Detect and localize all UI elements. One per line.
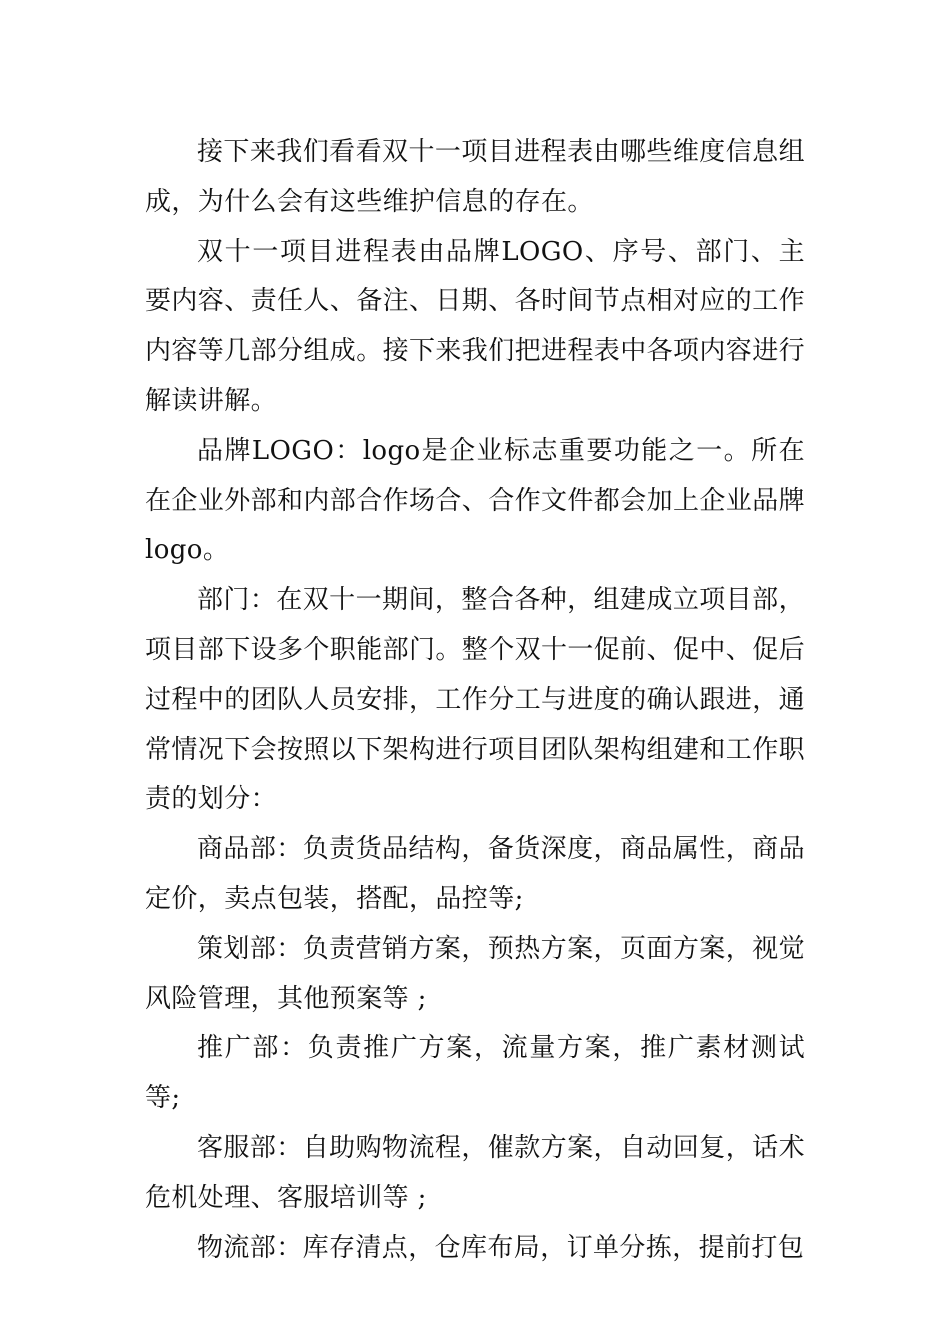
document-page xyxy=(145,128,805,1273)
paragraph-department: 部门：在双十一期间，整合各种，组建成立项目部，项目部下设多个职能部门。整个双十一促前、促中、促后过程中的团队人员安排，工作分工与进度的确认跟进，通常情况下会按照以下架构进行项目团队架构组建和工作职责的划分： xyxy=(145,585,806,815)
paragraph-promotion-dept: 推广部：负责推广方案，流量方案，推广素材测试等; xyxy=(145,1033,805,1114)
paragraph-customer-service-dept: 客服部：自助购物流程，催款方案，自动回复，话术危机处理、客服培训等 ; xyxy=(145,1132,805,1213)
paragraph-planning-dept: 策划部：负责营销方案，预热方案，页面方案，视觉风险管理，其他预案等 ; xyxy=(145,933,805,1014)
paragraph-logistics-dept: 物流部：库存清点，仓库布局，订单分拣，提前打包 xyxy=(197,1232,805,1263)
paragraph-intro: 接下来我们看看双十一项目进程表由哪些维度信息组成，为什么会有这些维护信息的存在。 xyxy=(145,137,805,217)
paragraph-brand-logo: 品牌LOGO：logo是企业标志重要功能之一。所在在企业外部和内部合作场合、合作文件都会加上企业品牌logo。 xyxy=(145,435,806,566)
paragraph-merchandise-dept: 商品部：负责货品结构，备货深度，商品属性，商品定价，卖点包装，搭配，品控等; xyxy=(145,834,805,914)
paragraph-table-components: 双十一项目进程表由品牌LOGO、序号、部门、主要内容、责任人、备注、日期、各时间节点相对应的工作内容等几部分组成。接下来我们把进程表中各项内容进行解读讲解。 xyxy=(145,236,806,416)
